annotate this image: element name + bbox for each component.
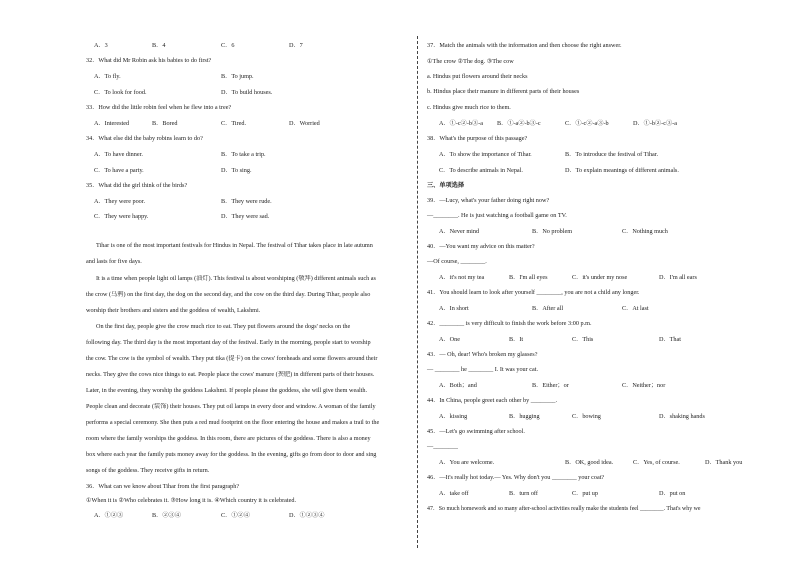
q37-option-d[interactable]: D．①-b②-c③-a <box>633 120 677 127</box>
q39-options <box>427 228 749 236</box>
q32-option-b[interactable]: B．To jump. <box>221 73 254 80</box>
q35-options-row1 <box>86 198 408 206</box>
q37-animals: ①The crow ②The dog. ③The cow <box>427 58 514 65</box>
q37-option-b[interactable]: B．①-a②-b③-c <box>497 120 541 127</box>
q45-option-c[interactable]: C．Yes, of course. <box>633 459 680 466</box>
q45-option-b[interactable]: B．OK, good idea. <box>565 459 614 466</box>
q38-option-a[interactable]: A．To show the importance of Tihar. <box>439 151 532 158</box>
q38-options-row2 <box>427 167 749 175</box>
q36-option-c[interactable]: C．①②④ <box>221 512 250 519</box>
q43-option-b[interactable]: B．Either；or <box>532 382 569 389</box>
passage-line: room where the family worships the goddess. In this room, there are pictures of the goddess. There is also a money <box>86 435 371 442</box>
q46-option-d[interactable]: D．put on <box>659 490 686 497</box>
q31-options <box>86 42 408 50</box>
q42-option-a[interactable]: A．One <box>439 336 460 343</box>
q37-info-b: b. Hindus place their manure in different parts of their houses <box>427 88 580 95</box>
q37-option-c[interactable]: C．①-c②-a③-b <box>565 120 609 127</box>
q42-option-b[interactable]: B．It <box>509 336 524 343</box>
q31-option-a[interactable]: A．3 <box>94 42 108 49</box>
q38-options-row1 <box>427 151 749 159</box>
q42-question: 42．________ is very difficult to finish the work before 3:00 p.m. <box>427 320 592 327</box>
passage-line: and lasts for five days. <box>86 258 142 265</box>
q42-option-d[interactable]: D．That <box>659 336 681 343</box>
q45-question: 45．—Let's go swimming after school. <box>427 428 525 435</box>
q40-option-b[interactable]: B．I'm all eyes <box>509 274 548 281</box>
q38-option-b[interactable]: B．To introduce the festival of Tihar. <box>565 151 659 158</box>
q44-option-b[interactable]: B．hugging <box>509 413 540 420</box>
q34-option-b[interactable]: B．To take a trip. <box>221 151 266 158</box>
q39-response: —________. He is just watching a football game on TV. <box>427 212 567 219</box>
q44-options <box>427 413 749 421</box>
q40-option-a[interactable]: A．it's not my tea <box>439 274 485 281</box>
q41-option-c[interactable]: C．At last <box>622 305 649 312</box>
q33-option-b[interactable]: B．Bored <box>152 120 178 127</box>
q40-option-d[interactable]: D．I'm all ears <box>659 274 697 281</box>
q41-options <box>427 305 749 313</box>
q39-option-b[interactable]: B．No problem <box>532 228 573 235</box>
passage-line: It is a time when people light oil lamps (油灯). This festival is about worshiping (敬拜) different animals such as <box>96 275 376 282</box>
q44-question: 44．In China, people greet each other by ________. <box>427 397 558 404</box>
right-column <box>427 0 755 562</box>
q44-option-d[interactable]: D．shaking hands <box>659 413 705 420</box>
q38-option-d[interactable]: D．To explain meanings of different animals. <box>565 167 679 174</box>
q32-options-row1 <box>86 73 408 81</box>
q32-question: 32．What did Mr Robin ask his babies to do first? <box>86 57 212 64</box>
q35-option-d[interactable]: D．They were sad. <box>221 213 270 220</box>
q46-option-c[interactable]: C．put up <box>572 490 598 497</box>
q46-question: 46．—It's really hot today.— Yes. Why don't you ________ your coat? <box>427 474 605 481</box>
q32-option-d[interactable]: D．To build houses. <box>221 89 273 96</box>
q33-options <box>86 120 408 128</box>
q33-option-a[interactable]: A．Interested <box>94 120 130 127</box>
q44-option-a[interactable]: A．kissing <box>439 413 468 420</box>
q36-question: 36．What can we know about Tihar from the first paragraph? <box>86 483 240 490</box>
q34-option-c[interactable]: C．To have a party. <box>94 167 144 174</box>
q43-options <box>427 382 749 390</box>
passage-line: the cow. The cow is the symbol of wealth. They put tika (提卡) on the cows' foreheads and some flowers around their <box>86 355 378 362</box>
q34-option-d[interactable]: D．To sing. <box>221 167 252 174</box>
q35-question: 35．What did the girl think of the birds? <box>86 182 188 189</box>
q33-option-d[interactable]: D．Worried <box>289 120 320 127</box>
passage-line: songs of the goddess. They receive gifts in return. <box>86 467 210 474</box>
q31-option-c[interactable]: C．6 <box>221 42 235 49</box>
section-heading: 三、单项选择 <box>427 182 465 189</box>
q35-option-b[interactable]: B．They were rude. <box>221 198 272 205</box>
q42-options <box>427 336 749 344</box>
q39-option-a[interactable]: A．Never mind <box>439 228 480 235</box>
q31-option-d[interactable]: D．7 <box>289 42 303 49</box>
q40-options <box>427 274 749 282</box>
q46-option-b[interactable]: B．turn off <box>509 490 538 497</box>
q33-question: 33．How did the little robin feel when he flew into a tree? <box>86 104 232 111</box>
q34-question: 34．What else did the baby robins learn to do? <box>86 135 203 142</box>
q37-options <box>427 120 749 128</box>
q40-response: —Of course, ________. <box>427 258 487 265</box>
passage-line: People clean and decorate (装饰) their houses. They put oil lamps in every door and window. A woman of the family <box>86 403 376 410</box>
q36-option-d[interactable]: D．①②③④ <box>289 512 325 519</box>
left-column <box>86 0 408 562</box>
q41-option-a[interactable]: A．In short <box>439 305 469 312</box>
q37-info-a: a. Hindus put flowers around their necks <box>427 73 528 80</box>
q32-option-c[interactable]: C．To look for food. <box>94 89 147 96</box>
q39-question: 39．—Lucy, what's your father doing right now? <box>427 197 550 204</box>
q41-option-b[interactable]: B．After all <box>532 305 564 312</box>
q37-question: 37．Match the animals with the information and then choose the right answer. <box>427 42 622 49</box>
q36-option-a[interactable]: A．①②③ <box>94 512 124 519</box>
q38-option-c[interactable]: C．To describe animals in Nepal. <box>439 167 523 174</box>
passage-line: On the first day, people give the crow much rice to eat. They put flowers around the dogs' necks on the <box>96 323 351 330</box>
q34-options-row1 <box>86 151 408 159</box>
q38-question: 38．What's the purpose of this passage? <box>427 135 528 142</box>
q36-option-b[interactable]: B．②③④ <box>152 512 181 519</box>
q34-options-row2 <box>86 167 408 175</box>
q40-option-c[interactable]: C．it's under my nose <box>572 274 628 281</box>
passage-line: box where each year the family puts money away for the goddess. In the evening, gifts go from door to door and sing <box>86 451 377 458</box>
q42-option-c[interactable]: C．This <box>572 336 594 343</box>
passage-line: the crow (乌鸦) on the first day, the dog on the second day, and the cow on the third day. During Tihar, people also <box>86 291 371 298</box>
q31-option-b[interactable]: B．4 <box>152 42 166 49</box>
q43-option-a[interactable]: A．Both；and <box>439 382 477 389</box>
q45-option-a[interactable]: A．You are welcome. <box>439 459 495 466</box>
q32-option-a[interactable]: A．To fly. <box>94 73 121 80</box>
q33-option-c[interactable]: C．Tired. <box>221 120 247 127</box>
passage-line: Tihar is one of the most important festivals for Hindus in Nepal. The festival of Tihar takes place in late autumn <box>96 242 373 249</box>
q43-response: — ________ he ________ I. It was your cat. <box>427 366 539 373</box>
q46-option-a[interactable]: A．take off <box>439 490 469 497</box>
column-divider <box>417 36 418 548</box>
passage-line: performs a special ceremony. She then puts a red mud footprint on the floor entering the house and makes a trail to the <box>86 419 380 426</box>
q45-options <box>427 459 749 467</box>
q44-option-c[interactable]: C．bowing <box>572 413 601 420</box>
q45-option-d[interactable]: D．Thank you <box>705 459 743 466</box>
q45-response: —________ <box>427 443 458 450</box>
q43-option-c[interactable]: C．Neither；nor <box>622 382 666 389</box>
q36-info: ①When it is ②Who celebrates it. ③How long it is. ④Which country it is celebrated. <box>86 497 296 504</box>
q46-options <box>427 490 749 498</box>
q40-question: 40．—You want my advice on this matter? <box>427 243 535 250</box>
q37-info-c: c. Hindus give much rice to them. <box>427 104 511 111</box>
q35-option-a[interactable]: A．They were poor. <box>94 198 146 205</box>
q41-question: 41．You should learn to look after yourself ________, you are not a child any longer. <box>427 289 640 296</box>
q36-options <box>86 512 408 520</box>
passage-line: following day. The third day is the most important day of the festival. Early in the morning, people start to worship <box>86 339 371 346</box>
q39-option-c[interactable]: C．Nothing much <box>622 228 668 235</box>
passage-line: Later, in the evening, they worship the goddess Lakshmi. If people please the goddess, she will give them wealth. <box>86 387 368 394</box>
q34-option-a[interactable]: A．To have dinner. <box>94 151 143 158</box>
q35-option-c[interactable]: C．They were happy. <box>94 213 149 220</box>
q43-question: 43．— Oh, dear! Who's broken my glasses? <box>427 351 538 358</box>
q35-options-row2 <box>86 213 408 221</box>
q37-option-a[interactable]: A．①-c②-b③-a <box>439 120 483 127</box>
passage-line: worship their brothers and sisters and the goddess of wealth, Lakshmi. <box>86 307 261 314</box>
q47-question: 47．So much homework and so many after-school activities really make the students feel ________. That's why we <box>427 506 701 512</box>
q32-options-row2 <box>86 89 408 97</box>
passage-line: necks. They give the cows nice things to eat. People place the cows' manure (粪肥) in different parts of their houses. <box>86 371 375 378</box>
